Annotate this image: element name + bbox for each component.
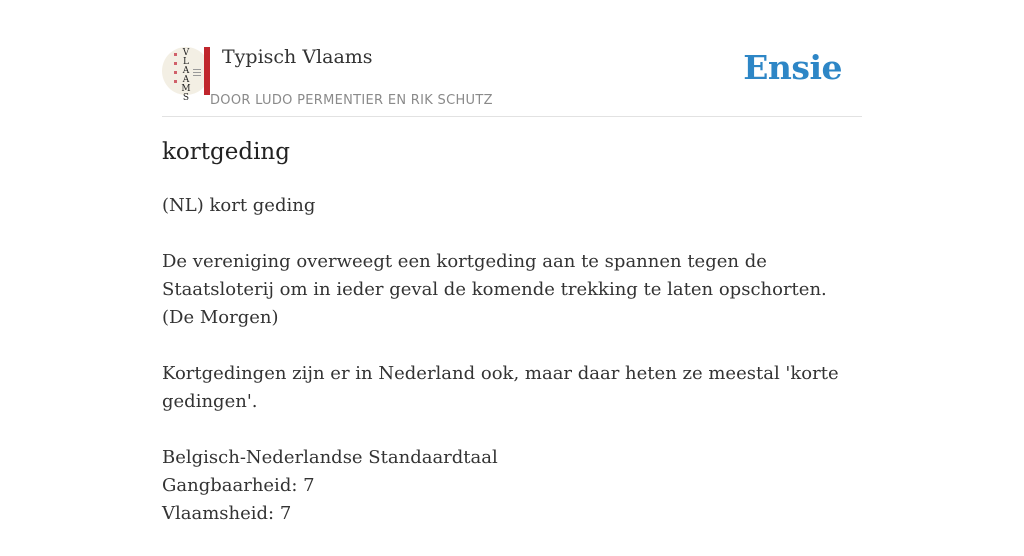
book-authors: DOOR LUDO PERMENTIER EN RIK SCHUTZ bbox=[210, 93, 493, 108]
note-text: Kortgedingen zijn er in Nederland ook, maar daar heten ze meestal 'korte gedingen'. bbox=[162, 363, 839, 412]
book-cover-thumbnail[interactable] bbox=[162, 47, 210, 103]
variant-text: (NL) kort geding bbox=[162, 195, 316, 216]
cover-red-band bbox=[204, 47, 210, 95]
header bbox=[162, 44, 862, 117]
cover-decoration bbox=[174, 53, 177, 87]
entry-body bbox=[162, 192, 852, 556]
example-text: De vereniging overweegt een kortgeding aan te spannen tegen de Staatsloterij om in ieder geval de komende trekking te laten opschorten. bbox=[162, 251, 827, 300]
entry-title: kortgeding bbox=[162, 139, 290, 165]
cover-lettering: V L A A M S bbox=[181, 48, 191, 103]
book-title-link[interactable]: Typisch Vlaams bbox=[222, 46, 373, 68]
classification-text: Belgisch-Nederlandse Standaardtaal bbox=[162, 447, 498, 468]
variant-paragraph bbox=[162, 192, 852, 220]
vlaamsheid-text: Vlaamsheid: 7 bbox=[162, 503, 292, 524]
note-paragraph bbox=[162, 360, 852, 416]
example-source: (De Morgen) bbox=[162, 307, 279, 328]
cover-text-lines bbox=[193, 69, 201, 79]
metadata-paragraph bbox=[162, 444, 852, 528]
ensie-logo-link[interactable]: Ensie bbox=[743, 48, 842, 87]
example-paragraph bbox=[162, 248, 852, 332]
gangbaarheid-text: Gangbaarheid: 7 bbox=[162, 475, 315, 496]
